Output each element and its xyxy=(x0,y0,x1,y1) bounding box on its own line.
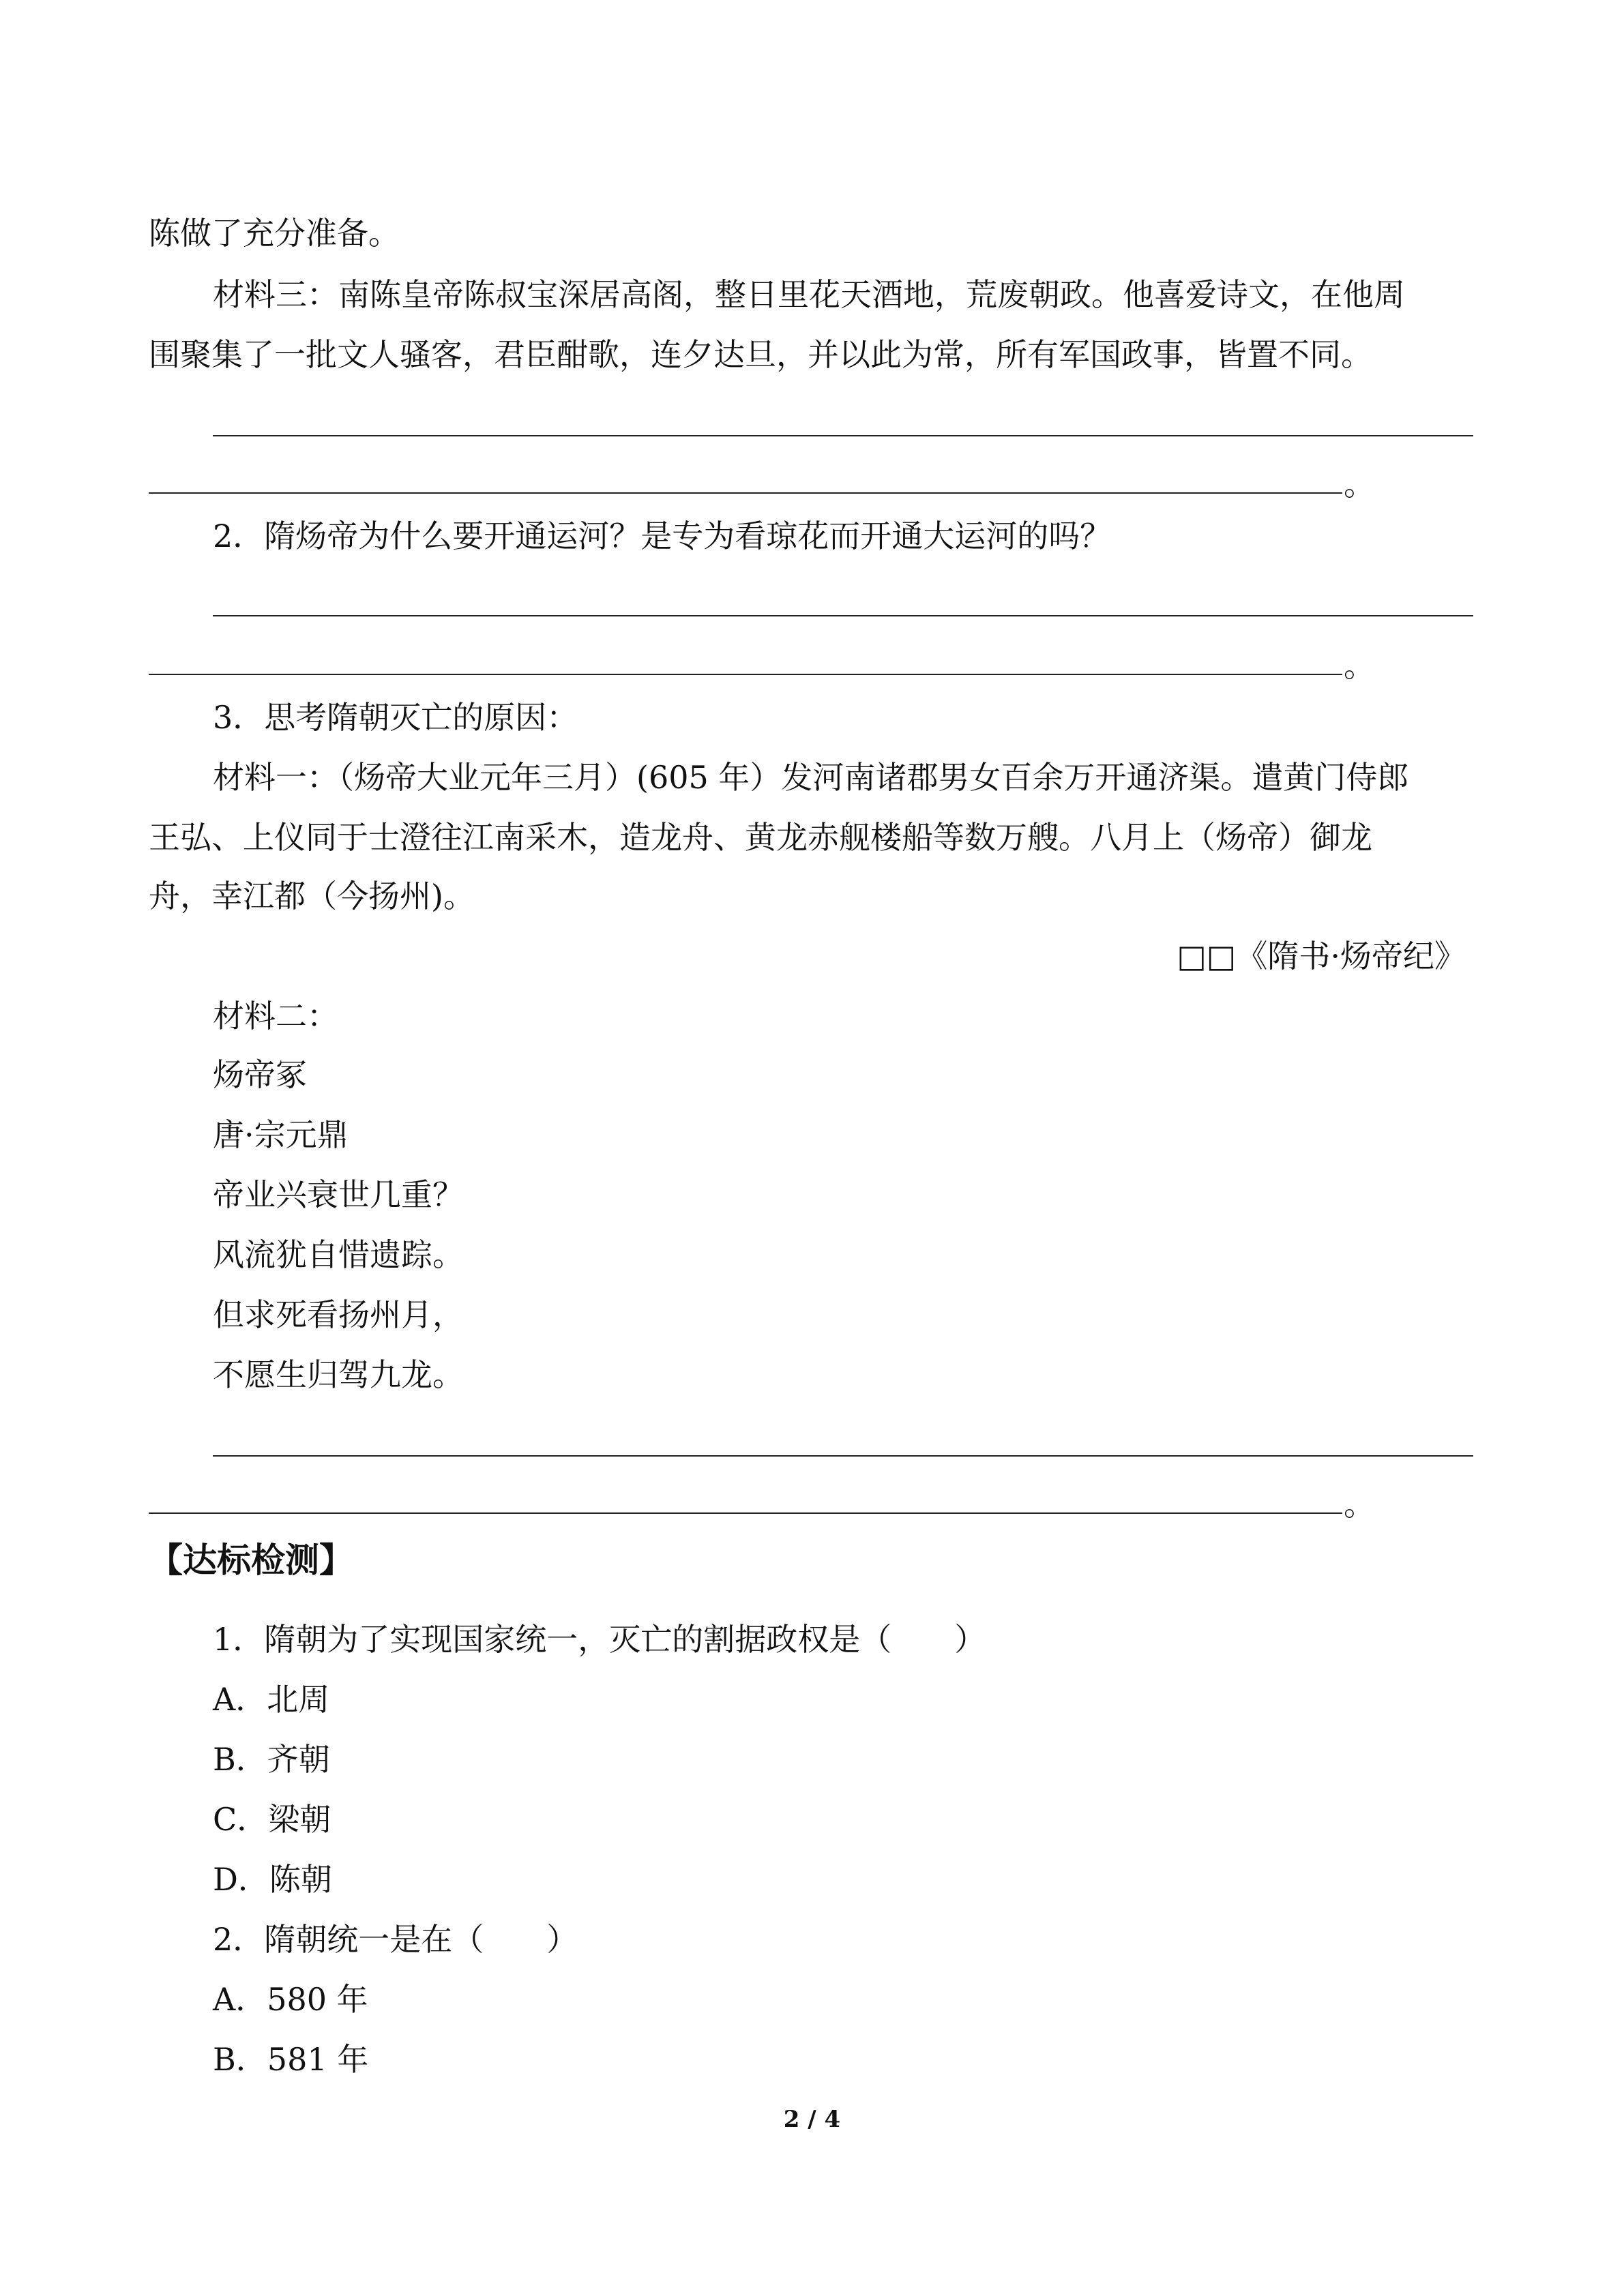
section-heading: 【达标检测】 xyxy=(149,1540,353,1580)
answer-end-mark: 。 xyxy=(1344,466,1375,503)
answer-line xyxy=(149,1512,1342,1514)
answer-end-mark: 。 xyxy=(1344,1486,1375,1523)
poem-line: 但求死看扬州月， xyxy=(213,1296,464,1333)
option-b: B．齐朝 xyxy=(213,1741,330,1778)
poem-author: 唐·宗元鼎 xyxy=(213,1116,349,1153)
material1-line2: 王弘、上仪同于士澄往江南采木，造龙舟、黄龙赤舰楼船等数万艘。八月上（炀帝）御龙 xyxy=(149,819,1372,856)
option-b: B．581 年 xyxy=(213,2041,369,2078)
poem-line: 帝业兴衰世几重？ xyxy=(213,1176,464,1213)
material1-line3: 舟，幸江都（今扬州)。 xyxy=(149,878,475,914)
answer-line xyxy=(213,1455,1473,1457)
material1-source: □□《隋书·炀帝纪》 xyxy=(1177,938,1466,974)
material3-line2: 围聚集了一批文人骚客，君臣酣歌，连夕达旦，并以此为常，所有军国政事，皆置不同。 xyxy=(149,336,1372,373)
answer-line xyxy=(213,435,1473,436)
answer-line xyxy=(149,492,1342,494)
material3-line1: 材料三：南陈皇帝陈叔宝深居高阁，整日里花天酒地，荒废朝政。他喜爱诗文，在他周 xyxy=(213,276,1405,313)
material2-label: 材料二： xyxy=(213,998,338,1034)
poem-line: 不愿生归驾九龙。 xyxy=(213,1356,464,1393)
poem-line: 风流犹自惜遗踪。 xyxy=(213,1236,464,1273)
page-number: 2 / 4 xyxy=(783,2106,841,2133)
question-3-title: 3．思考隋朝灭亡的原因： xyxy=(213,699,578,736)
question-2: 2．隋炀帝为什么要开通运河？是专为看琼花而开通大运河的吗？ xyxy=(213,518,1112,554)
answer-line xyxy=(149,674,1342,675)
answer-line xyxy=(213,615,1473,616)
option-c: C．梁朝 xyxy=(213,1801,331,1838)
poem-title: 炀帝冢 xyxy=(213,1056,307,1093)
test-question-2: 2．隋朝统一是在（ ） xyxy=(213,1921,578,1958)
option-a: A．北周 xyxy=(213,1681,330,1718)
carryover-text: 陈做了充分准备。 xyxy=(149,215,400,252)
material1-line1: 材料一：（炀帝大业元年三月）(605 年）发河南诸郡男女百余万开通济渠。遣黄门侍郎 xyxy=(213,759,1409,796)
option-a: A．580 年 xyxy=(213,1981,368,2018)
answer-end-mark: 。 xyxy=(1344,647,1375,684)
option-d: D．陈朝 xyxy=(213,1861,332,1898)
test-question-1: 1．隋朝为了实现国家统一，灭亡的割据政权是（ ） xyxy=(213,1621,986,1658)
